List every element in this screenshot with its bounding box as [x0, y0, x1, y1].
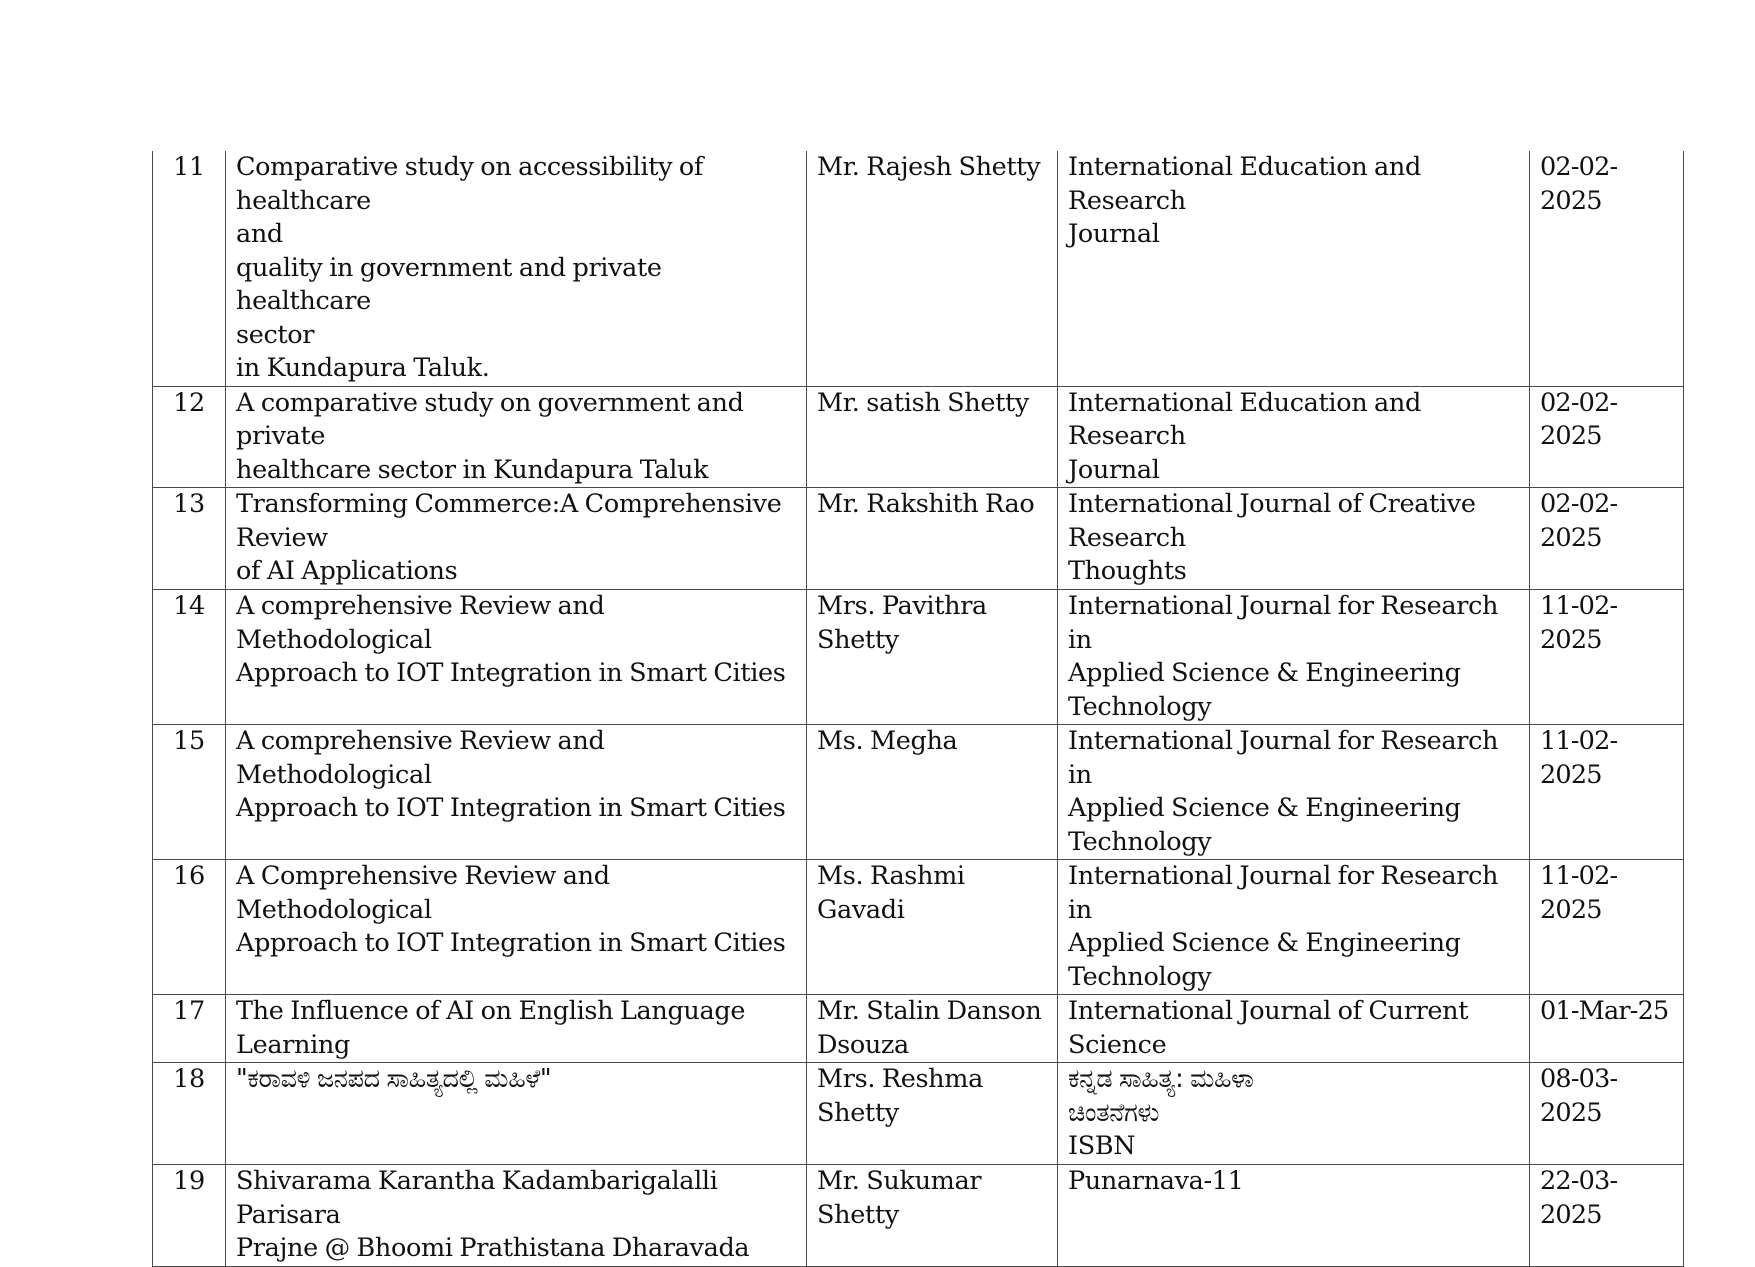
row-number: 16 [153, 860, 226, 995]
row-number: 14 [153, 590, 226, 725]
paper-title: The Influence of AI on English Language Learning [226, 995, 807, 1063]
row-number: 12 [153, 386, 226, 488]
author-name: Mrs. Pavithra Shetty [807, 590, 1058, 725]
row-number: 19 [153, 1165, 226, 1267]
author-name: Mr. Rakshith Rao [807, 488, 1058, 590]
publication-date: 11-02-2025 [1530, 725, 1684, 860]
journal-name: International Journal for Research in Applied Science & Engineering Technology [1058, 590, 1530, 725]
table-row [153, 1063, 1684, 1165]
paper-title: "ಕರಾವಳಿ ಜನಪದ ಸಾಹಿತ್ಯದಲ್ಲಿ ಮಹಿಳೆ" [226, 1063, 807, 1165]
author-name: Mr. satish Shetty [807, 386, 1058, 488]
paper-title: A Comprehensive Review and Methodological Approach to IOT Integration in Smart Cities [226, 860, 807, 995]
isbn-label: ISBN [1068, 1131, 1136, 1161]
paper-title: A comprehensive Review and Methodological Approach to IOT Integration in Smart Cities [226, 725, 807, 860]
publication-date: 11-02-2025 [1530, 590, 1684, 725]
row-number: 17 [153, 995, 226, 1063]
paper-title: Comparative study on accessibility of healthcare and quality in government and private healthcare sector in Kundapura Taluk. [226, 151, 807, 386]
publication-date: 11-02-2025 [1530, 860, 1684, 995]
table-row [153, 386, 1684, 488]
journal-name: International Education and Research Journal [1058, 386, 1530, 488]
author-name: Mr. Sukumar Shetty [807, 1165, 1058, 1267]
journal-name: International Education and Research Journal [1058, 151, 1530, 386]
publication-date: 02-02-2025 [1530, 151, 1684, 386]
publications-table [152, 151, 1684, 1267]
table-row [153, 995, 1684, 1063]
row-number: 11 [153, 151, 226, 386]
author-name: Mr. Stalin Danson Dsouza [807, 995, 1058, 1063]
table-row [153, 590, 1684, 725]
author-name: Mrs. Reshma Shetty [807, 1063, 1058, 1165]
journal-name: International Journal of Creative Research Thoughts [1058, 488, 1530, 590]
paper-title: Shivarama Karantha Kadambarigalalli Parisara Prajne @ Bhoomi Prathistana Dharavada [226, 1165, 807, 1267]
table-row [153, 725, 1684, 860]
journal-name: Punarnava-11 [1058, 1165, 1530, 1267]
table-row [153, 488, 1684, 590]
paper-title: A comparative study on government and private healthcare sector in Kundapura Taluk [226, 386, 807, 488]
publication-date: 02-02-2025 [1530, 386, 1684, 488]
table-row [153, 1165, 1684, 1267]
table-row [153, 860, 1684, 995]
row-number: 15 [153, 725, 226, 860]
row-number: 18 [153, 1063, 226, 1165]
journal-name: International Journal for Research in Applied Science & Engineering Technology [1058, 725, 1530, 860]
publication-date: 02-02-2025 [1530, 488, 1684, 590]
author-name: Ms. Rashmi Gavadi [807, 860, 1058, 995]
author-name: Ms. Megha [807, 725, 1058, 860]
publication-date: 08-03-2025 [1530, 1063, 1684, 1165]
journal-name-kannada: ಕನ್ನಡ ಸಾಹಿತ್ಯ: ಮಹಿಳಾ ಚಿಂತನೆಗಳು [1068, 1064, 1254, 1128]
paper-title: Transforming Commerce:A Comprehensive Review of AI Applications [226, 488, 807, 590]
publication-date: 01-Mar-25 [1530, 995, 1684, 1063]
journal-name: International Journal for Research in Applied Science & Engineering Technology [1058, 860, 1530, 995]
author-name: Mr. Rajesh Shetty [807, 151, 1058, 386]
publication-date: 22-03-2025 [1530, 1165, 1684, 1267]
table-row [153, 151, 1684, 386]
journal-name: International Journal of Current Science [1058, 995, 1530, 1063]
journal-name [1058, 1063, 1530, 1165]
row-number: 13 [153, 488, 226, 590]
paper-title: A comprehensive Review and Methodological Approach to IOT Integration in Smart Cities [226, 590, 807, 725]
